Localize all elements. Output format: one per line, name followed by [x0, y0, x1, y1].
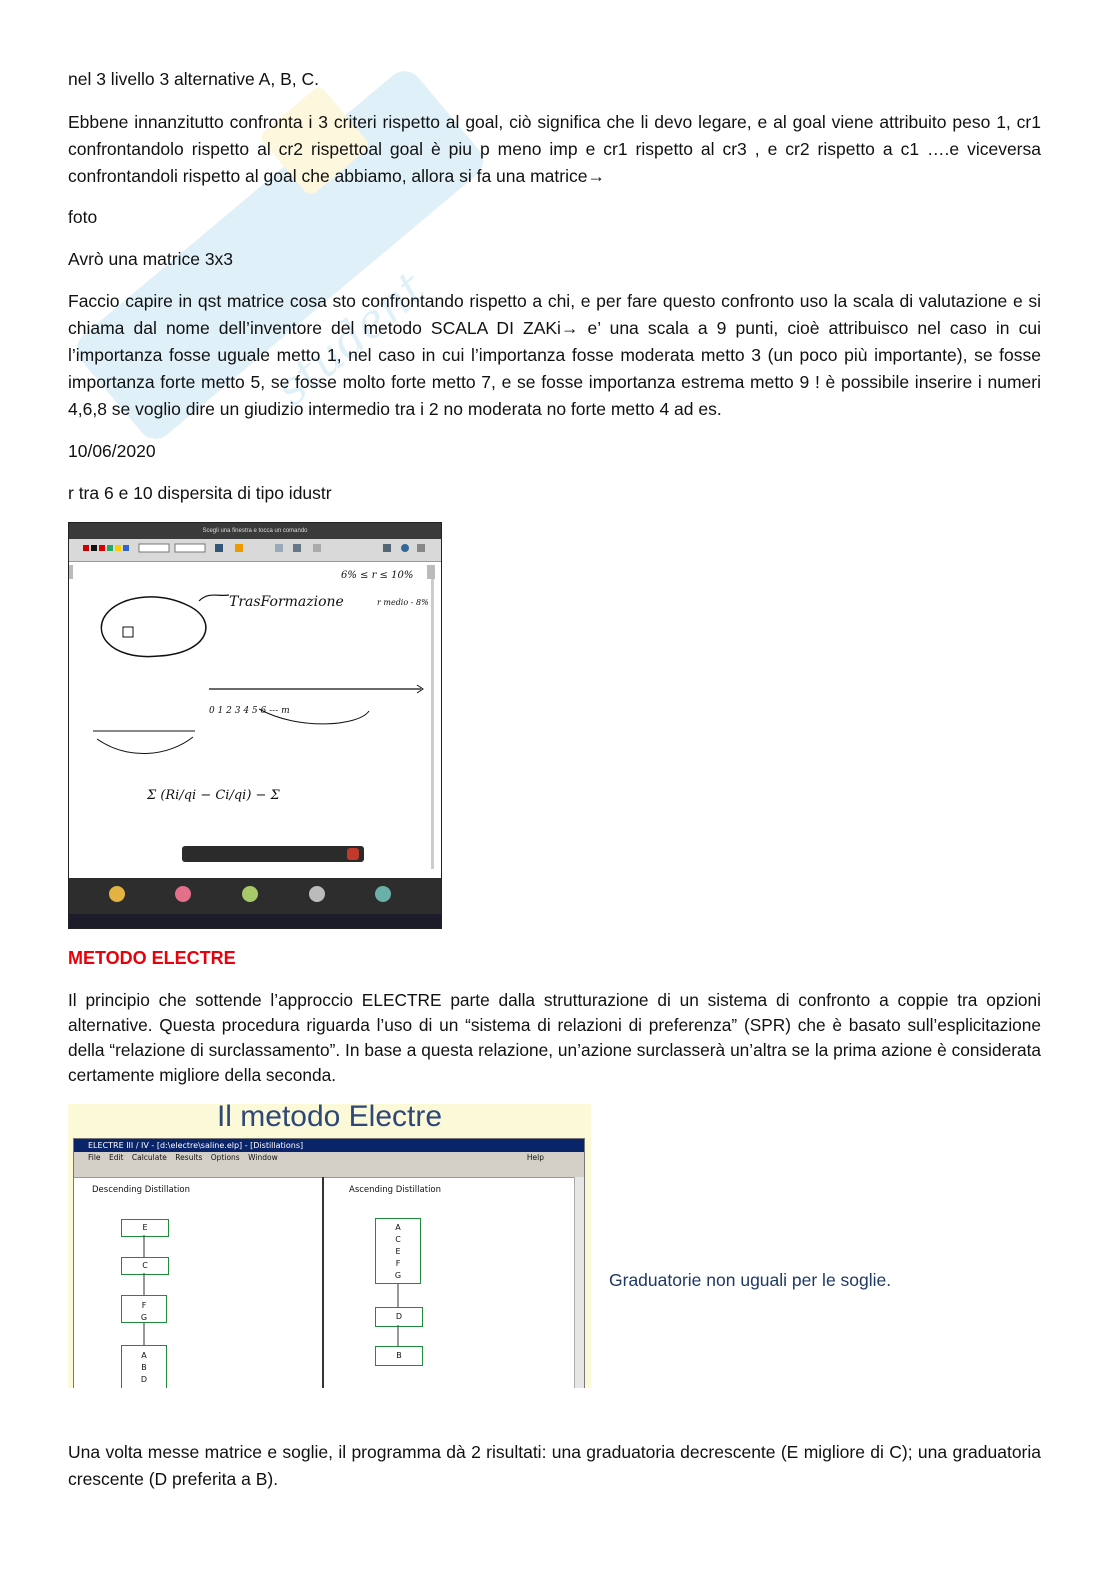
- paragraph-1: nel 3 livello 3 alternative A, B, C.: [68, 69, 319, 89]
- hangup-icon[interactable]: [347, 848, 359, 860]
- menu-edit[interactable]: Edit: [108, 1153, 124, 1162]
- section-heading: METODO ELECTRE: [68, 948, 236, 968]
- date-line: 10/06/2020: [68, 441, 156, 461]
- desc-box-2: C: [121, 1257, 169, 1275]
- asc-box-3: B: [375, 1346, 423, 1366]
- desc-box-4: A B D: [121, 1345, 167, 1388]
- slide-title: Il metodo Electre: [216, 1104, 443, 1133]
- trasformazione-text: TrasFormazione: [229, 594, 344, 610]
- desc-box-3: F G: [121, 1295, 167, 1323]
- controls-bar: [182, 846, 364, 862]
- paragraph-9: Una volta messe matrice e soglie, il programma dà 2 risultati: una graduatoria decrescente (E migliore di C); una graduatoria crescente (D preferita a B).: [68, 1442, 1041, 1489]
- connector-arrows: [74, 1139, 584, 1388]
- paragraph-4: Avrò una matrice 3x3: [68, 249, 234, 269]
- menu-options[interactable]: Options: [210, 1153, 240, 1162]
- formula-text: Σ (Ri/qi − Ci/qi) − Σ: [147, 788, 280, 803]
- paragraph-7: r tra 6 e 10 dispersita di tipo idustr: [68, 483, 332, 503]
- ascending-label: Ascending Distillation: [349, 1185, 442, 1195]
- descending-label: Descending Distillation: [92, 1185, 190, 1195]
- asc-box-1: A C E F G: [375, 1218, 421, 1284]
- handwritten-notes: [69, 561, 441, 878]
- meeting-controls: [69, 846, 441, 862]
- range-text: 6% ≤ r ≤ 10%: [341, 570, 414, 581]
- menu-help[interactable]: Help: [526, 1153, 544, 1162]
- whiteboard-screenshot: [68, 522, 442, 929]
- whiteboard-toolbar: [69, 539, 441, 562]
- paragraph-3: foto: [68, 207, 98, 227]
- whiteboard-title: Scegli una finestra e tocca un comando: [202, 528, 308, 534]
- menu-calculate[interactable]: Calculate: [131, 1153, 167, 1162]
- electre-caption: Graduatorie non uguali per le soglie.: [609, 1270, 892, 1290]
- asc-box-2: D: [375, 1307, 423, 1327]
- paragraph-5: Faccio capire in qst matrice cosa sto confrontando rispetto a chi, e per fare questo confronto uso la scala di valutazione e si chiama dal nome dell’inventore del metodo SCALA DI ZAKi→ e’ una scala a 9 punti, cioè attribuisco nel caso in cui l’importanza fosse uguale metto 1, nel caso in cui l’importanza fosse moderata metto 3 (un poco più importante), se fosse importanza forte metto 5, se fosse molto forte metto 7, e se fosse importanza estrema metto 9 ! è possibile inserire i numeri 4,6,8 se voglio dire un giudizio intermedio tra i 2 no moderata no forte metto 4 ad es.: [68, 291, 1041, 419]
- menu-results[interactable]: Results: [175, 1153, 203, 1162]
- paragraph-2: Ebbene innanzitutto confronta i 3 criteri rispetto al goal, ciò significa che li devo legare, e al goal viene attribuito peso 1, cr1 confrontandolo rispetto al cr2 rispettoal goal è piu p meno imp e cr1 rispetto al cr3 , e cr2 rispetto a c1 ….e viceversa confrontandoli rispetto al goal che abbiamo, allora si fa una matrice→: [68, 112, 1041, 186]
- taskbar: [69, 914, 441, 928]
- desc-box-1: E: [121, 1219, 169, 1237]
- axis-text: 0 1 2 3 4 5 6 --- m: [209, 706, 290, 716]
- electre-screenshot: [68, 1104, 591, 1388]
- participant-avatar-5[interactable]: [375, 886, 391, 902]
- participant-avatar-3[interactable]: [242, 886, 258, 902]
- whiteboard-title-bar: [69, 523, 441, 539]
- menu-file[interactable]: File: [88, 1153, 101, 1162]
- menu-window[interactable]: Window: [248, 1153, 278, 1162]
- electre-window: [73, 1138, 585, 1388]
- participants-bar: [69, 878, 441, 914]
- participant-avatar-1[interactable]: [109, 886, 125, 902]
- participant-avatar-4[interactable]: [309, 886, 325, 902]
- participant-avatar-2[interactable]: [175, 886, 191, 902]
- electre-window-title: ELECTRE III / IV - [d:\electre\saline.elp] - [Distillations]: [88, 1141, 304, 1150]
- svg-text:student: student: [265, 261, 436, 416]
- toolbar-icons: [69, 539, 441, 561]
- rmedio-text: r medio - 8%: [377, 598, 429, 607]
- paragraph-8: Il principio che sottende l’approccio ELECTRE parte dalla strutturazione di un sistema di confronto a coppie tra opzioni alternative. Questa procedura riguarda l’uso di un “sistema di relazioni di preferenza” (SPR) che è basato sull’esplicitazione della “relazione di surclassamento”. In base a questa relazione, un’azione surclasserà un’altra se la prima azione è considerata certamente migliore della seconda.: [68, 990, 1041, 1085]
